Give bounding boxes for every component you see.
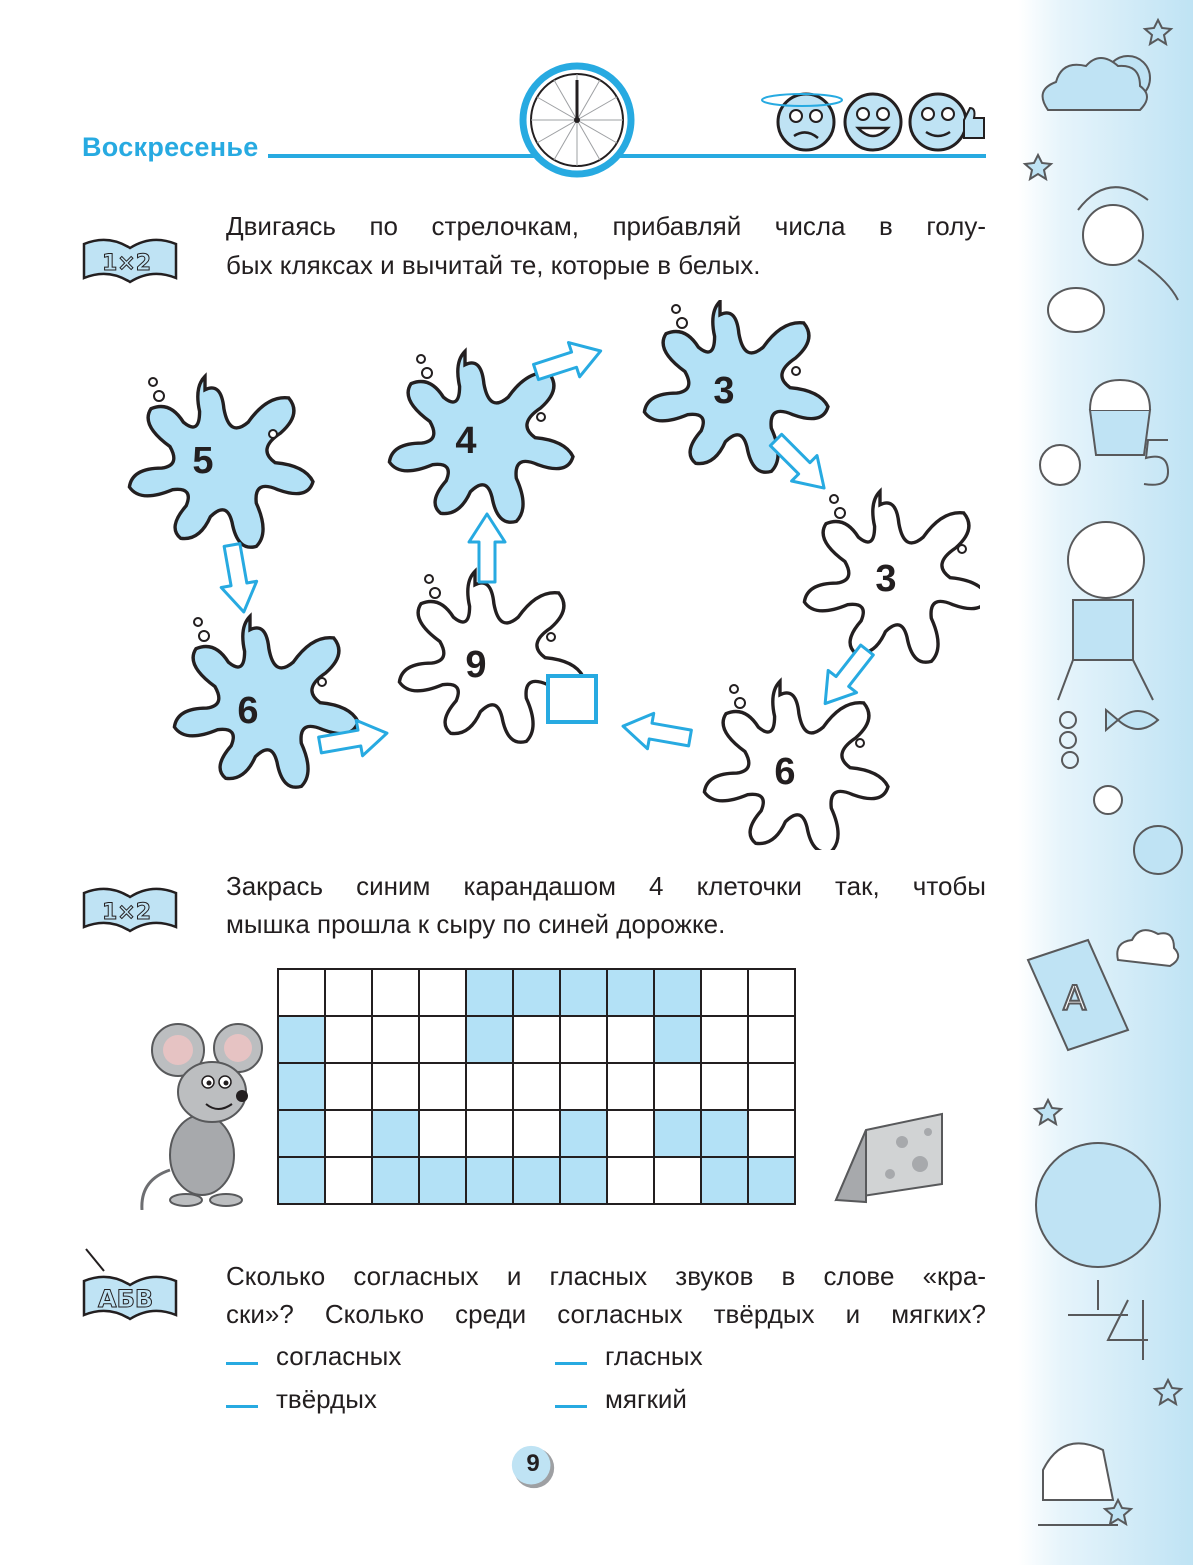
- grid-cell-empty[interactable]: [748, 1063, 795, 1110]
- grid-cell-filled[interactable]: [466, 1157, 513, 1204]
- grid-row: [278, 1063, 795, 1110]
- mood-faces-icons: [758, 88, 993, 160]
- answer-box: [548, 676, 596, 722]
- blob-path-diagram: [100, 300, 980, 850]
- answer-label-consonants: согласных: [276, 1341, 402, 1371]
- grid-cell-empty[interactable]: [607, 1063, 654, 1110]
- blob-5-number: 5: [192, 440, 214, 482]
- grid-cell-filled[interactable]: [654, 1110, 701, 1157]
- grid-cell-empty[interactable]: [607, 1110, 654, 1157]
- arrow-6-to-box: [620, 708, 693, 755]
- grid-cell-filled[interactable]: [466, 969, 513, 1016]
- grid-cell-filled[interactable]: [466, 1016, 513, 1063]
- blob-9-white-number: 9: [465, 644, 487, 686]
- task1-text-line1: Двигаясь по стрелочкам, прибавляй числа в голу-: [226, 211, 986, 241]
- grid-cell-empty[interactable]: [372, 1016, 419, 1063]
- thumbs-up-face-icon: [910, 94, 984, 150]
- cheese-icon: [832, 1112, 947, 1207]
- blob-6-blue-number: 6: [237, 690, 259, 732]
- blob-3-white-number: 3: [875, 558, 897, 600]
- grid-cell-filled[interactable]: [278, 1063, 325, 1110]
- grid-cell-filled[interactable]: [560, 1157, 607, 1204]
- page-number: 9: [526, 1450, 540, 1477]
- task2-text-line1: Закрась синим карандашом 4 клеточки так, чтобы: [226, 871, 986, 901]
- grid-cell-empty[interactable]: [325, 1016, 372, 1063]
- grid-cell-empty[interactable]: [278, 969, 325, 1016]
- arrow-5-to-6: [214, 542, 261, 615]
- grid-cell-empty[interactable]: [748, 1110, 795, 1157]
- grid-cell-empty[interactable]: [748, 969, 795, 1016]
- blob-3-blue-number: 3: [713, 370, 735, 412]
- grid-cell-empty[interactable]: [560, 1016, 607, 1063]
- grid-cell-filled[interactable]: [654, 969, 701, 1016]
- answer-soft: [555, 1384, 687, 1415]
- grid-cell-filled[interactable]: [278, 1157, 325, 1204]
- grid-cell-empty[interactable]: [513, 1063, 560, 1110]
- svg-text:1×2: 1×2: [102, 900, 152, 925]
- grid-cell-empty[interactable]: [607, 1157, 654, 1204]
- grid-row: [278, 969, 795, 1016]
- grid-cell-empty[interactable]: [701, 1016, 748, 1063]
- day-title: Воскресенье: [82, 132, 259, 162]
- mouse-icon: [130, 1020, 270, 1210]
- answer-blank-hard[interactable]: [226, 1405, 258, 1408]
- answer-blank-soft[interactable]: [555, 1405, 587, 1408]
- answer-consonants: [226, 1341, 401, 1372]
- grid-cell-empty[interactable]: [466, 1063, 513, 1110]
- clock-icon: [512, 60, 642, 188]
- grid-cell-filled[interactable]: [372, 1157, 419, 1204]
- svg-text:1×2: 1×2: [102, 251, 152, 276]
- grid-cell-filled[interactable]: [513, 1157, 560, 1204]
- math-book-icon: [80, 877, 180, 937]
- grid-cell-filled[interactable]: [748, 1157, 795, 1204]
- grid-row: [278, 1110, 795, 1157]
- task3-text-line1: Сколько согласных и гласных звуков в слове «кра-: [226, 1261, 986, 1291]
- grid-cell-empty[interactable]: [701, 969, 748, 1016]
- grid-cell-empty[interactable]: [701, 1063, 748, 1110]
- task1-text-line2: бых кляксах и вычитай те, которые в белых.: [226, 250, 761, 280]
- svg-text:A: A: [1063, 979, 1087, 1019]
- answer-blank-vowels[interactable]: [555, 1362, 587, 1365]
- answer-hard: [226, 1384, 377, 1415]
- grid-cell-filled[interactable]: [278, 1016, 325, 1063]
- answer-label-hard: твёрдых: [276, 1384, 377, 1414]
- grid-cell-filled[interactable]: [372, 1110, 419, 1157]
- grid-cell-empty[interactable]: [419, 969, 466, 1016]
- task3-text-line2: ски»? Сколько среди согласных твёрдых и мягких?: [226, 1299, 986, 1329]
- grid-cell-filled[interactable]: [560, 969, 607, 1016]
- alphabet-book-icon: [80, 1245, 184, 1325]
- task2-text-line2: мышка прошла к сыру по синей дорожке.: [226, 909, 726, 939]
- confused-face-icon: [762, 94, 842, 150]
- grid-cell-empty[interactable]: [372, 969, 419, 1016]
- grid-cell-empty[interactable]: [466, 1110, 513, 1157]
- smiling-face-icon: [845, 94, 901, 150]
- grid-cell-filled[interactable]: [607, 969, 654, 1016]
- grid-cell-empty[interactable]: [325, 1110, 372, 1157]
- grid-cell-empty[interactable]: [419, 1016, 466, 1063]
- grid-cell-empty[interactable]: [513, 1016, 560, 1063]
- grid-cell-empty[interactable]: [654, 1063, 701, 1110]
- answer-blank-consonants[interactable]: [226, 1362, 258, 1365]
- grid-cell-empty[interactable]: [560, 1063, 607, 1110]
- grid-cell-filled[interactable]: [560, 1110, 607, 1157]
- grid-cell-filled[interactable]: [701, 1157, 748, 1204]
- grid-cell-filled[interactable]: [278, 1110, 325, 1157]
- grid-cell-empty[interactable]: [654, 1157, 701, 1204]
- grid-cell-empty[interactable]: [513, 1110, 560, 1157]
- answer-label-vowels: гласных: [605, 1341, 703, 1371]
- answer-vowels: [555, 1341, 703, 1372]
- grid-cell-empty[interactable]: [419, 1110, 466, 1157]
- grid-cell-filled[interactable]: [513, 969, 560, 1016]
- answer-label-soft: мягкий: [605, 1384, 687, 1414]
- grid-cell-filled[interactable]: [419, 1157, 466, 1204]
- grid-cell-empty[interactable]: [325, 1063, 372, 1110]
- grid-row: [278, 1157, 795, 1204]
- grid-cell-filled[interactable]: [701, 1110, 748, 1157]
- grid-cell-empty[interactable]: [325, 969, 372, 1016]
- math-book-icon: [80, 228, 180, 288]
- svg-text:АБВ: АБВ: [98, 1285, 154, 1313]
- blob-4-number: 4: [455, 420, 477, 462]
- decorative-side-strip: [1018, 0, 1193, 1565]
- grid-cell-empty[interactable]: [419, 1063, 466, 1110]
- grid-cell-filled[interactable]: [654, 1016, 701, 1063]
- grid-cell-empty[interactable]: [607, 1016, 654, 1063]
- maze-grid: [277, 968, 796, 1205]
- grid-cell-empty[interactable]: [748, 1016, 795, 1063]
- blob-6-white-number: 6: [774, 751, 796, 793]
- grid-cell-empty[interactable]: [325, 1157, 372, 1204]
- doodles-illustration: [1018, 0, 1193, 1565]
- grid-cell-empty[interactable]: [372, 1063, 419, 1110]
- grid-row: [278, 1016, 795, 1063]
